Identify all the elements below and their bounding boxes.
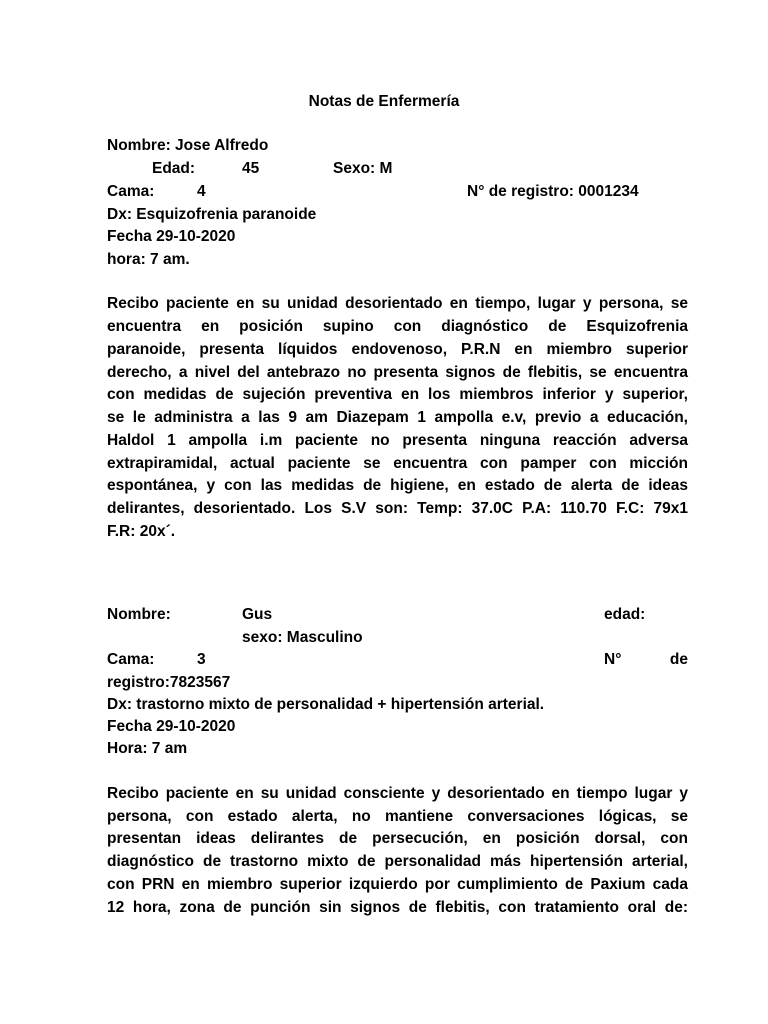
p1-edad-sexo-row [107, 157, 688, 180]
p2-note-line: diagnóstico de trastorno mixto de personalidad más hipertensión arterial, [107, 853, 688, 870]
p1-note-line: F.R: 20x´. [107, 523, 176, 540]
p1-note-line: se le administra a las 9 am Diazepam 1 ampolla e.v, previo a educación, [107, 409, 688, 426]
p1-nombre: Nombre: Jose Alfredo [107, 137, 269, 154]
p1-note-line: delirantes, desorientado. Los S.V son: Temp: 37.0C P.A: 110.70 F.C: 79x1 [107, 500, 688, 517]
p2-registro: registro:7823567 [107, 674, 231, 691]
p1-cama-value: 4 [197, 183, 206, 200]
p2-nombre-row [107, 603, 688, 626]
p1-note-line: Recibo paciente en su unidad desorientado en tiempo, lugar y persona, se [107, 295, 688, 312]
p2-hora: Hora: 7 am [107, 740, 188, 757]
p2-nombre-value: Gus [242, 606, 273, 623]
p1-note-line: derecho, a nivel del antebrazo no presenta signos de flebitis, se encuentra [107, 364, 688, 381]
p1-hora: hora: 7 am. [107, 251, 190, 268]
p2-nombre-label: Nombre: [107, 606, 171, 623]
p2-fecha: Fecha 29-10-2020 [107, 718, 236, 735]
p1-note-line: extrapiramidal, actual paciente se encuentra con pamper con micción [107, 455, 688, 472]
p1-note-line: Haldol 1 ampolla i.m paciente no presenta ninguna reacción adversa [107, 432, 688, 449]
p2-cama-label: Cama: [107, 651, 155, 668]
p1-note-line: paranoide, presenta líquidos endovenoso, P.R.N en miembro superior [107, 341, 688, 358]
p1-cama-row [107, 180, 688, 203]
p1-edad-label: Edad: [152, 160, 196, 177]
p1-note-line: con medidas de sujeción preventiva en los miembros inferior y superior, [107, 386, 688, 403]
p2-note-line: 12 hora, zona de punción sin signos de flebitis, con tratamiento oral de: [107, 899, 688, 916]
p2-cama-value: 3 [197, 651, 206, 668]
p1-sexo: Sexo: M [333, 160, 393, 177]
p2-note-line: persona, con estado alerta, no mantiene conversaciones lógicas, se [107, 808, 688, 825]
p1-note-line: espontánea, y con las medidas de higiene, en estado de alerta de ideas [107, 477, 688, 494]
p2-note-line: Recibo paciente en su unidad consciente y desorientado en tiempo lugar y [107, 785, 688, 802]
p1-edad-value: 45 [242, 160, 260, 177]
p2-note-line: con PRN en miembro superior izquierdo por cumplimiento de Paxium cada [107, 876, 688, 893]
p2-note-line: presentan ideas delirantes de persecución, en posición dorsal, con [107, 830, 688, 847]
p1-cama-label: Cama: [107, 183, 155, 200]
p2-de-label: de [669, 651, 688, 668]
p2-sexo-row [107, 626, 688, 649]
p2-dx: Dx: trastorno mixto de personalidad + hipertensión arterial. [107, 696, 545, 713]
document-title: Notas de Enfermería [308, 93, 460, 110]
p2-sexo: sexo: Masculino [242, 629, 363, 646]
p2-cama-row [107, 648, 688, 671]
p2-n-label: N° [604, 651, 622, 668]
p1-note-line: encuentra en posición supino con diagnóstico de Esquizofrenia [107, 318, 688, 335]
p1-fecha: Fecha 29-10-2020 [107, 228, 236, 245]
p2-edad-label: edad: [604, 606, 646, 623]
p1-registro: N° de registro: 0001234 [467, 183, 639, 200]
p1-dx: Dx: Esquizofrenia paranoide [107, 206, 317, 223]
